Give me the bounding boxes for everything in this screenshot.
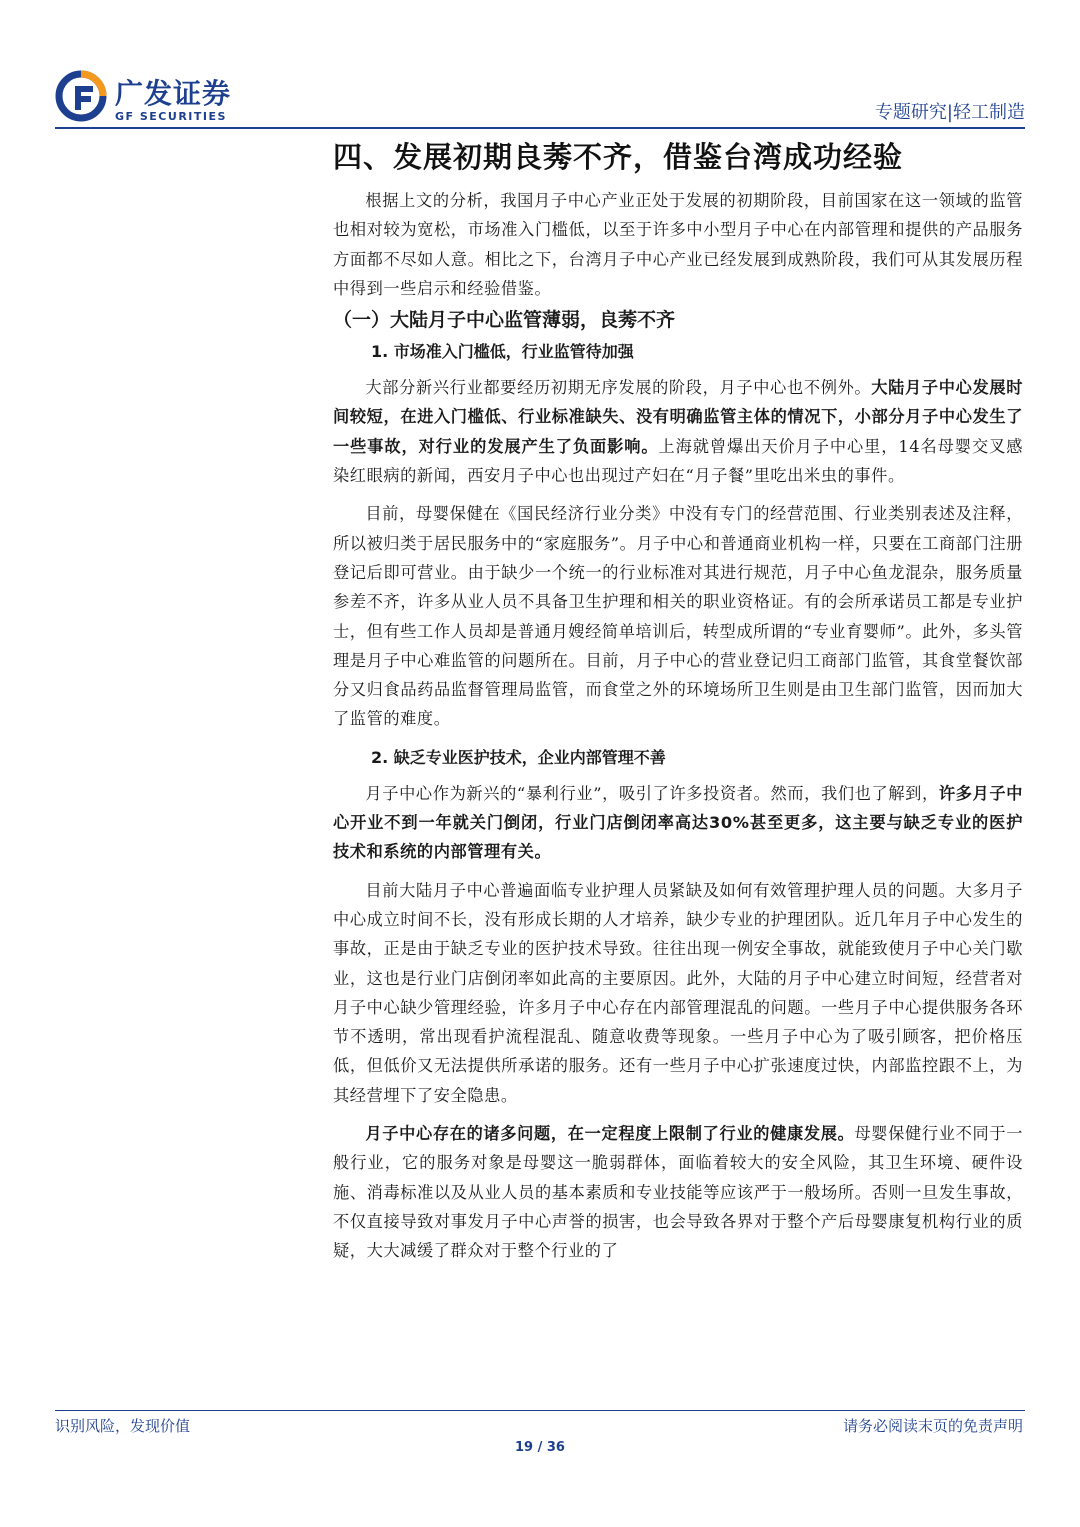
item-1-title: 1. 市场准入门槛低，行业监管待加强 — [371, 342, 634, 362]
item-2-paragraph-1: 月子中心作为新兴的“暴利行业”，吸引了许多投资者。然而，我们也了解到，许多月子中心开业不到一年就关门倒闭，行业门店倒闭率高达30%甚至更多，这主要与缺乏专业的医护技术和系统的内部管理有关。 — [333, 783, 1023, 862]
item-2-paragraph-2: 目前大陆月子中心普遍面临专业护理人员紧缺及如何有效管理护理人员的问题。大多月子中心成立时间不长，没有形成长期的人才培养，缺少专业的护理团队。近几年月子中心发生的事故，正是由于缺乏专业的医护技术导致。往往出现一例安全事故，就能致使月子中心关门歇业，这也是行业门店倒闭率如此高的主要原因。此外，大陆的月子中心建立时间短，经营者对月子中心缺少管理经验，许多月子中心存在内部管理混乱的问题。一些月子中心提供服务各环节不透明，常出现看护流程混乱、随意收费等现象。一些月子中心为了吸引顾客，把价格压低，但低价又无法提供所承诺的服务。还有一些月子中心扩张速度过快，内部监控跟不上，为其经营埋下了安全隐患。 — [333, 880, 1023, 1105]
footer-divider — [55, 1410, 1025, 1411]
item-2-paragraph-3: 月子中心存在的诸多问题，在一定程度上限制了行业的健康发展。母婴保健行业不同于一般行业，它的服务对象是母婴这一脆弱群体，面临着较大的安全风险，其卫生环境、硬件设施、消毒标准以及从业人员的基本素质和专业技能等应该严于一般场所。否则一旦发生事故，不仅直接导致对事发月子中心声誉的损害，也会导致各界对于整个产后母婴康复机构行业的质疑，大大减缓了群众对于整个行业的了 — [333, 1124, 1023, 1261]
page-number: 19 / 36 — [515, 1440, 565, 1455]
gf-logo-icon — [55, 70, 107, 122]
gf-securities-logo — [55, 70, 275, 126]
subsection-title: （一）大陆月子中心监管薄弱，良莠不齐 — [333, 309, 676, 332]
section-title: 四、发展初期良莠不齐，借鉴台湾成功经验 — [333, 140, 904, 174]
footer-slogan: 识别风险，发现价值 — [55, 1417, 191, 1435]
intro-paragraph: 根据上文的分析，我国月子中心产业正处于发展的初期阶段，目前国家在这一领域的监管也相对较为宽松，市场准入门槛低，以至于许多中小型月子中心在内部管理和提供的产品服务方面都不尽如人意。相比之下，台湾月子中心产业已经发展到成熟阶段，我们可从其发展历程中得到一些启示和经验借鉴。 — [333, 191, 1023, 298]
footer-disclaimer-note: 请务必阅读末页的免责声明 — [842, 1417, 1023, 1435]
item-1-paragraph-2: 目前，母婴保健在《国民经济行业分类》中没有专门的经营范围、行业类别表述及注释，所以被归类于居民服务中的“家庭服务”。月子中心和普通商业机构一样，只要在工商部门注册登记后即可营业。由于缺少一个统一的行业标准对其进行规范，月子中心鱼龙混杂，服务质量参差不齐，许多从业人员不具备卫生护理和相关的职业资格证。有的会所承诺员工都是专业护士，但有些工作人员却是普通月嫂经简单培训后，转型成所谓的“专业育婴师”。此外，多头管理是月子中心难监管的问题所在。目前，月子中心的营业登记归工商部门监管，其食堂餐饮部分又归食品药品监督管理局监管，而食堂之外的环境场所卫生则是由卫生部门监管，因而加大了监管的难度。 — [333, 504, 1023, 729]
header-divider — [55, 127, 1025, 129]
report-category: 专题研究|轻工制造 — [874, 102, 1025, 123]
item-1-paragraph-1: 大部分新兴行业都要经历初期无序发展的阶段，月子中心也不例外。大陆月子中心发展时间较短，在进入门槛低、行业标准缺失、没有明确监管主体的情况下，小部分月子中心发生了一些事故，对行业的发展产生了负面影响。上海就曾爆出天价月子中心里，14名母婴交叉感染红眼病的新闻，西安月子中心也出现过产妇在“月子餐”里吃出米虫的事件。 — [333, 378, 1023, 486]
page-header — [55, 62, 1025, 128]
item-2-title: 2. 缺乏专业医护技术，企业内部管理不善 — [371, 747, 666, 767]
logo-chinese-text: 广发证券 — [115, 77, 232, 110]
main-content — [333, 137, 1023, 1266]
logo-english-text: GF SECURITIES — [115, 110, 227, 123]
